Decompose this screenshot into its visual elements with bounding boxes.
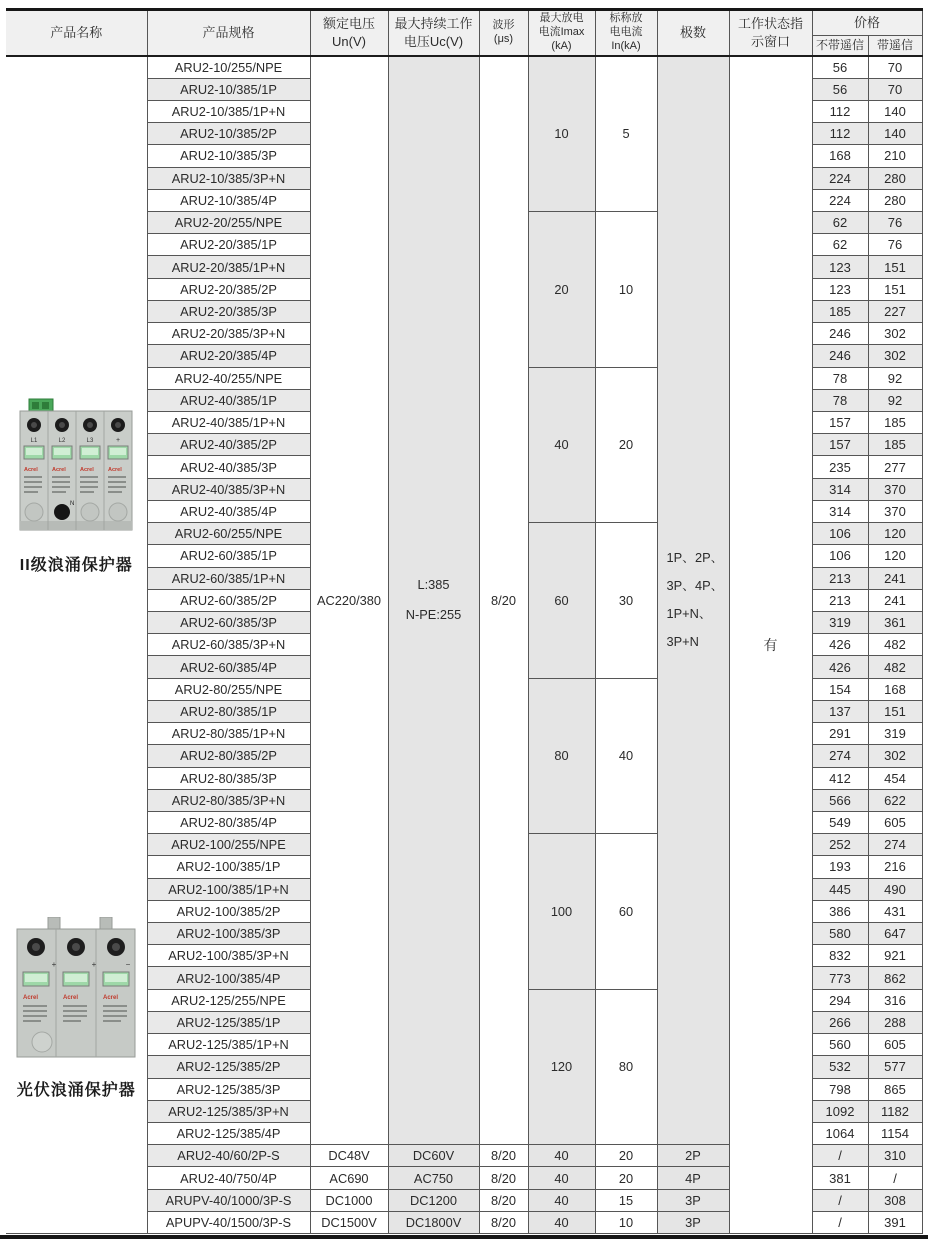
price-remote-cell: 70 — [868, 78, 922, 100]
rated-voltage-cell: DC1500V — [310, 1211, 388, 1233]
spec-cell: ARU2-60/255/NPE — [147, 523, 310, 545]
col-header-price-remote: 带遥信 — [868, 36, 922, 56]
imax-cell: 100 — [528, 834, 595, 990]
price-remote-cell: 370 — [868, 500, 922, 522]
price-no-remote-cell: / — [812, 1211, 868, 1233]
col-header-waveform — [479, 10, 528, 56]
col-header-in — [595, 10, 657, 56]
spec-cell: ARU2-60/385/2P — [147, 589, 310, 611]
svg-text:L1: L1 — [30, 437, 38, 444]
in-cell: 20 — [595, 367, 657, 523]
price-remote-cell: 319 — [868, 723, 922, 745]
col-header-rated-voltage — [310, 10, 388, 56]
price-remote-cell: 140 — [868, 123, 922, 145]
price-remote-cell: 151 — [868, 256, 922, 278]
price-no-remote-cell: 62 — [812, 234, 868, 256]
status-window-cell: 有 — [729, 56, 812, 1234]
product-price-table — [6, 8, 923, 1234]
rated-voltage-cell: AC220/380 — [310, 56, 388, 1145]
svg-text:+: + — [51, 959, 57, 969]
product-name-cell — [6, 56, 147, 1234]
spec-cell: ARU2-125/385/3P — [147, 1078, 310, 1100]
svg-text:L2: L2 — [58, 437, 66, 444]
price-no-remote-cell: 266 — [812, 1011, 868, 1033]
price-no-remote-cell: 426 — [812, 634, 868, 656]
imax-cell: 20 — [528, 212, 595, 368]
table-body — [6, 56, 922, 1234]
spec-cell: ARU2-60/385/4P — [147, 656, 310, 678]
price-remote-cell: 647 — [868, 923, 922, 945]
max-working-voltage-cell: DC60V — [388, 1145, 479, 1167]
svg-text:Acrel: Acrel — [52, 466, 67, 473]
svg-text:+: + — [91, 959, 97, 969]
poles-cell: 1P、2P、 3P、4P、 1P+N、 3P+N — [657, 56, 729, 1145]
price-remote-cell: 921 — [868, 945, 922, 967]
price-no-remote-cell: 157 — [812, 412, 868, 434]
col-header-price: 价格 — [812, 10, 922, 36]
spec-cell: ARU2-80/385/2P — [147, 745, 310, 767]
in-cell: 20 — [595, 1145, 657, 1167]
price-no-remote-cell: 157 — [812, 434, 868, 456]
price-no-remote-cell: 56 — [812, 56, 868, 79]
waveform-cell: 8/20 — [479, 1189, 528, 1211]
spec-cell: ARU2-20/385/3P+N — [147, 323, 310, 345]
spec-cell: ARU2-10/385/1P — [147, 78, 310, 100]
spec-cell: ARU2-40/385/1P — [147, 389, 310, 411]
price-remote-cell: 120 — [868, 523, 922, 545]
price-no-remote-cell: / — [812, 1145, 868, 1167]
price-no-remote-cell: 566 — [812, 789, 868, 811]
pv-spd-figure — [6, 917, 147, 1100]
header-line: 波形 — [492, 19, 515, 31]
price-no-remote-cell: 193 — [812, 856, 868, 878]
max-working-voltage-cell: AC750 — [388, 1167, 479, 1189]
price-no-remote-cell: 314 — [812, 478, 868, 500]
imax-cell: 40 — [528, 367, 595, 523]
price-remote-cell: / — [868, 1167, 922, 1189]
svg-text:Acrel: Acrel — [103, 994, 119, 1001]
price-remote-cell: 120 — [868, 545, 922, 567]
in-cell: 10 — [595, 1211, 657, 1233]
price-no-remote-cell: 386 — [812, 900, 868, 922]
col-header-status-window — [729, 10, 812, 56]
price-remote-cell: 605 — [868, 811, 922, 833]
price-no-remote-cell: 412 — [812, 767, 868, 789]
surge-protector-4module-image — [19, 397, 133, 547]
spec-cell: ARU2-80/255/NPE — [147, 678, 310, 700]
in-cell: 10 — [595, 212, 657, 368]
spec-cell: ARU2-100/385/2P — [147, 900, 310, 922]
imax-cell: 120 — [528, 989, 595, 1145]
spec-cell: ARU2-80/385/3P — [147, 767, 310, 789]
price-remote-cell: 302 — [868, 323, 922, 345]
price-remote-cell: 151 — [868, 700, 922, 722]
price-remote-cell: 168 — [868, 678, 922, 700]
col-header-product-name: 产品名称 — [6, 10, 147, 56]
price-no-remote-cell: 246 — [812, 345, 868, 367]
price-remote-cell: 454 — [868, 767, 922, 789]
price-remote-cell: 185 — [868, 434, 922, 456]
price-no-remote-cell: 549 — [812, 811, 868, 833]
product-caption-pv: 光伏浪涌保护器 — [16, 1081, 136, 1099]
price-no-remote-cell: 246 — [812, 323, 868, 345]
price-remote-cell: 302 — [868, 745, 922, 767]
svg-text:Acrel: Acrel — [24, 466, 39, 473]
price-remote-cell: 277 — [868, 456, 922, 478]
spec-cell: ARU2-10/385/4P — [147, 189, 310, 211]
spec-cell: ARU2-100/385/3P+N — [147, 945, 310, 967]
spec-cell: ARU2-100/385/3P — [147, 923, 310, 945]
header-line: (kA) — [551, 39, 572, 52]
spec-cell: ARU2-100/255/NPE — [147, 834, 310, 856]
imax-cell: 10 — [528, 56, 595, 212]
poles-value-cell: 4P — [657, 1167, 729, 1189]
spec-cell: ARU2-80/385/1P — [147, 700, 310, 722]
col-header-max-working-voltage — [388, 10, 479, 56]
price-no-remote-cell: 580 — [812, 923, 868, 945]
price-remote-cell: 482 — [868, 656, 922, 678]
spec-cell: ARU2-60/385/1P+N — [147, 567, 310, 589]
col-header-price-no-remote: 不带遥信 — [812, 36, 868, 56]
header-line: 电电流 — [609, 25, 643, 38]
price-remote-cell: 1182 — [868, 1100, 922, 1122]
spec-cell: ARU2-10/385/1P+N — [147, 100, 310, 122]
spec-cell: ARU2-60/385/1P — [147, 545, 310, 567]
spec-cell: ARU2-10/255/NPE — [147, 56, 310, 79]
price-no-remote-cell: 213 — [812, 589, 868, 611]
price-remote-cell: 490 — [868, 878, 922, 900]
price-no-remote-cell: 168 — [812, 145, 868, 167]
price-no-remote-cell: 291 — [812, 723, 868, 745]
price-no-remote-cell: 137 — [812, 700, 868, 722]
price-remote-cell: 280 — [868, 167, 922, 189]
price-remote-cell: 241 — [868, 567, 922, 589]
price-no-remote-cell: 78 — [812, 389, 868, 411]
price-no-remote-cell: 1092 — [812, 1100, 868, 1122]
price-remote-cell: 210 — [868, 145, 922, 167]
imax-cell: 40 — [528, 1189, 595, 1211]
header-line: 标称放 — [609, 12, 643, 25]
imax-cell: 40 — [528, 1167, 595, 1189]
price-no-remote-cell: 274 — [812, 745, 868, 767]
spec-cell: ARU2-60/385/3P — [147, 611, 310, 633]
price-no-remote-cell: 185 — [812, 300, 868, 322]
col-header-imax — [528, 10, 595, 56]
price-remote-cell: 216 — [868, 856, 922, 878]
svg-text:Acrel: Acrel — [23, 994, 39, 1001]
header-line: 最大放电 — [539, 12, 584, 25]
poles-value-cell: 3P — [657, 1211, 729, 1233]
price-remote-cell: 316 — [868, 989, 922, 1011]
imax-cell: 80 — [528, 678, 595, 834]
table-bottom-border — [0, 1235, 928, 1239]
spec-cell: ARUPV-40/1000/3P-S — [147, 1189, 310, 1211]
spec-cell: ARU2-20/385/2P — [147, 278, 310, 300]
price-no-remote-cell: 426 — [812, 656, 868, 678]
price-no-remote-cell: 224 — [812, 189, 868, 211]
spec-cell: ARU2-125/385/2P — [147, 1056, 310, 1078]
price-remote-cell: 577 — [868, 1056, 922, 1078]
spec-cell: ARU2-100/385/1P+N — [147, 878, 310, 900]
spec-cell: ARU2-40/385/3P+N — [147, 478, 310, 500]
price-no-remote-cell: 381 — [812, 1167, 868, 1189]
spec-cell: ARU2-60/385/3P+N — [147, 634, 310, 656]
price-remote-cell: 140 — [868, 100, 922, 122]
product-caption-class2: II级浪涌保护器 — [19, 556, 133, 574]
price-no-remote-cell: 123 — [812, 278, 868, 300]
spec-cell: ARU2-80/385/1P+N — [147, 723, 310, 745]
header-line: In(kA) — [611, 39, 641, 52]
spec-cell: ARU2-100/385/4P — [147, 967, 310, 989]
rated-voltage-cell: DC1000 — [310, 1189, 388, 1211]
spec-cell: ARU2-10/385/3P — [147, 145, 310, 167]
spec-cell: ARU2-125/255/NPE — [147, 989, 310, 1011]
price-remote-cell: 227 — [868, 300, 922, 322]
price-no-remote-cell: 62 — [812, 212, 868, 234]
spec-cell: ARU2-80/385/3P+N — [147, 789, 310, 811]
price-remote-cell: 482 — [868, 634, 922, 656]
in-cell: 40 — [595, 678, 657, 834]
waveform-cell: 8/20 — [479, 1211, 528, 1233]
imax-cell: 60 — [528, 523, 595, 679]
price-remote-cell: 1154 — [868, 1123, 922, 1145]
table-header — [6, 10, 922, 56]
header-line: Un(V) — [332, 33, 366, 49]
imax-cell: 40 — [528, 1145, 595, 1167]
price-remote-cell: 70 — [868, 56, 922, 79]
price-remote-cell: 288 — [868, 1011, 922, 1033]
header-line: 电压Uc(V) — [403, 33, 464, 49]
price-no-remote-cell: 798 — [812, 1078, 868, 1100]
in-cell: 5 — [595, 56, 657, 212]
price-no-remote-cell: 78 — [812, 367, 868, 389]
price-remote-cell: 92 — [868, 389, 922, 411]
in-cell: 80 — [595, 989, 657, 1145]
in-cell: 15 — [595, 1189, 657, 1211]
price-no-remote-cell: 235 — [812, 456, 868, 478]
spec-cell: ARU2-10/385/2P — [147, 123, 310, 145]
spec-cell: ARU2-20/385/1P — [147, 234, 310, 256]
svg-text:N: N — [70, 500, 75, 507]
price-no-remote-cell: 532 — [812, 1056, 868, 1078]
price-remote-cell: 310 — [868, 1145, 922, 1167]
spec-cell: ARU2-40/60/2P-S — [147, 1145, 310, 1167]
price-no-remote-cell: / — [812, 1189, 868, 1211]
spec-cell: ARU2-125/385/4P — [147, 1123, 310, 1145]
spec-cell: ARU2-20/385/1P+N — [147, 256, 310, 278]
spec-cell: ARU2-40/255/NPE — [147, 367, 310, 389]
spec-cell: ARU2-40/385/1P+N — [147, 412, 310, 434]
price-no-remote-cell: 314 — [812, 500, 868, 522]
price-no-remote-cell: 294 — [812, 989, 868, 1011]
surge-protector-3module-pv-image — [14, 917, 138, 1072]
rated-voltage-cell: AC690 — [310, 1167, 388, 1189]
price-no-remote-cell: 112 — [812, 100, 868, 122]
price-remote-cell: 862 — [868, 967, 922, 989]
header-line: 工作状态指 — [737, 16, 803, 32]
table-row — [6, 56, 922, 79]
price-remote-cell: 241 — [868, 589, 922, 611]
price-remote-cell: 361 — [868, 611, 922, 633]
poles-value-cell: 3P — [657, 1189, 729, 1211]
in-cell: 20 — [595, 1167, 657, 1189]
price-remote-cell: 76 — [868, 234, 922, 256]
price-no-remote-cell: 213 — [812, 567, 868, 589]
price-remote-cell: 370 — [868, 478, 922, 500]
max-working-voltage-cell: DC1200 — [388, 1189, 479, 1211]
price-no-remote-cell: 106 — [812, 545, 868, 567]
spec-cell: ARU2-100/385/1P — [147, 856, 310, 878]
price-no-remote-cell: 773 — [812, 967, 868, 989]
price-remote-cell: 308 — [868, 1189, 922, 1211]
spec-cell: ARU2-20/255/NPE — [147, 212, 310, 234]
max-working-voltage-cell: DC1800V — [388, 1211, 479, 1233]
price-no-remote-cell: 56 — [812, 78, 868, 100]
spec-cell: ARU2-125/385/1P — [147, 1011, 310, 1033]
header-line: 示窗口 — [750, 33, 790, 49]
price-no-remote-cell: 112 — [812, 123, 868, 145]
price-no-remote-cell: 154 — [812, 678, 868, 700]
spec-cell: APUPV-40/1500/3P-S — [147, 1211, 310, 1233]
poles-value-cell: 2P — [657, 1145, 729, 1167]
header-line: 额定电压 — [322, 16, 375, 32]
max-working-voltage-cell: L:385 N-PE:255 — [388, 56, 479, 1145]
header-line: 电流Imax — [538, 25, 585, 38]
waveform-cell: 8/20 — [479, 1145, 528, 1167]
svg-text:Acrel: Acrel — [63, 994, 79, 1001]
price-remote-cell: 151 — [868, 278, 922, 300]
price-no-remote-cell: 832 — [812, 945, 868, 967]
rated-voltage-cell: DC48V — [310, 1145, 388, 1167]
price-no-remote-cell: 319 — [812, 611, 868, 633]
price-no-remote-cell: 106 — [812, 523, 868, 545]
price-no-remote-cell: 123 — [812, 256, 868, 278]
spec-cell: ARU2-40/385/2P — [147, 434, 310, 456]
spec-cell: ARU2-20/385/4P — [147, 345, 310, 367]
svg-text:Acrel: Acrel — [108, 466, 123, 473]
price-remote-cell: 280 — [868, 189, 922, 211]
spec-cell: ARU2-125/385/3P+N — [147, 1100, 310, 1122]
in-cell: 30 — [595, 523, 657, 679]
price-remote-cell: 391 — [868, 1211, 922, 1233]
price-no-remote-cell: 445 — [812, 878, 868, 900]
spec-cell: ARU2-40/385/3P — [147, 456, 310, 478]
svg-text:+: + — [116, 436, 121, 444]
spec-cell: ARU2-40/750/4P — [147, 1167, 310, 1189]
header-line: 最大持续工作 — [394, 16, 473, 32]
price-remote-cell: 302 — [868, 345, 922, 367]
col-header-spec: 产品规格 — [147, 10, 310, 56]
waveform-cell: 8/20 — [479, 1167, 528, 1189]
imax-cell: 40 — [528, 1211, 595, 1233]
svg-text:Acrel: Acrel — [80, 466, 95, 473]
price-remote-cell: 865 — [868, 1078, 922, 1100]
header-line: (μs) — [493, 32, 514, 45]
price-no-remote-cell: 252 — [812, 834, 868, 856]
price-no-remote-cell: 224 — [812, 167, 868, 189]
price-remote-cell: 431 — [868, 900, 922, 922]
class2-spd-figure — [6, 397, 147, 575]
spec-cell: ARU2-10/385/3P+N — [147, 167, 310, 189]
spec-cell: ARU2-125/385/1P+N — [147, 1034, 310, 1056]
col-header-poles: 极数 — [657, 10, 729, 56]
price-no-remote-cell: 1064 — [812, 1123, 868, 1145]
price-remote-cell: 605 — [868, 1034, 922, 1056]
waveform-cell: 8/20 — [479, 56, 528, 1145]
price-remote-cell: 92 — [868, 367, 922, 389]
spec-cell: ARU2-40/385/4P — [147, 500, 310, 522]
svg-text:L3: L3 — [86, 437, 94, 444]
svg-text:−: − — [125, 959, 131, 969]
price-remote-cell: 622 — [868, 789, 922, 811]
price-remote-cell: 274 — [868, 834, 922, 856]
price-remote-cell: 185 — [868, 412, 922, 434]
price-no-remote-cell: 560 — [812, 1034, 868, 1056]
price-remote-cell: 76 — [868, 212, 922, 234]
spec-cell: ARU2-80/385/4P — [147, 811, 310, 833]
spec-cell: ARU2-20/385/3P — [147, 300, 310, 322]
in-cell: 60 — [595, 834, 657, 990]
